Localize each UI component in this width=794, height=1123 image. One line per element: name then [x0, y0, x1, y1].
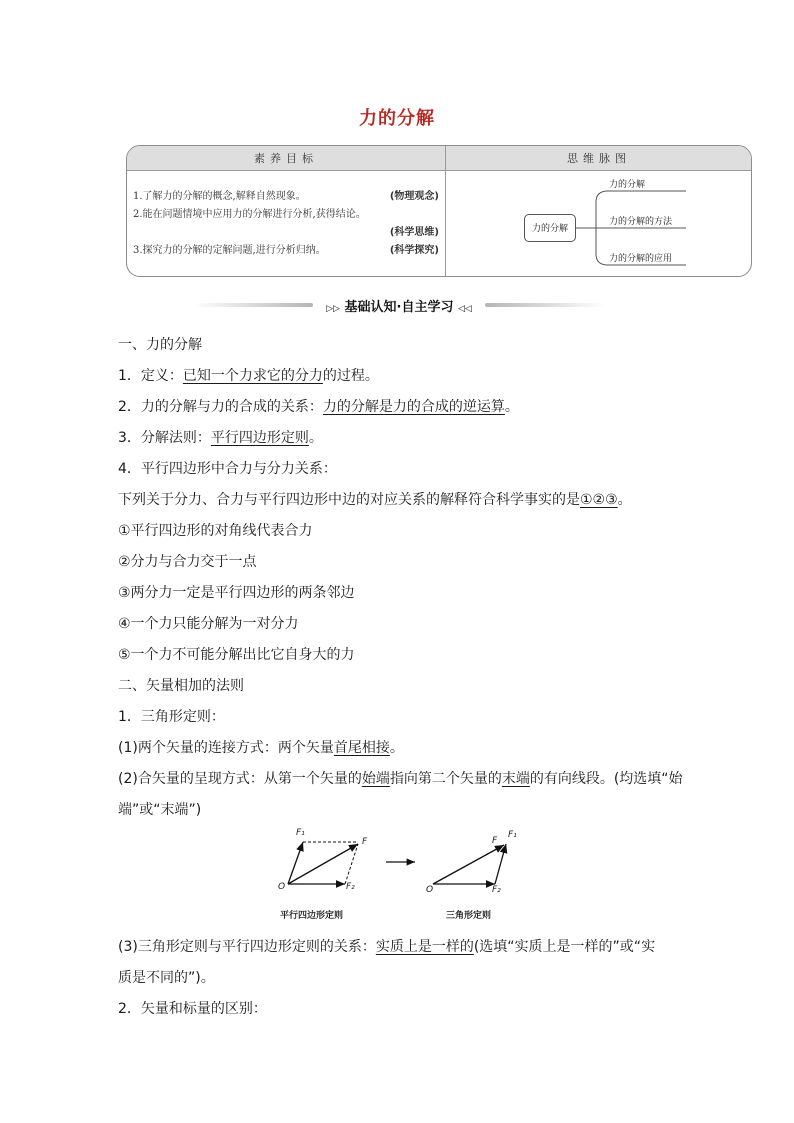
- answer-blank: 始端: [361, 771, 390, 787]
- mind-map: [446, 171, 752, 277]
- banner-right-arrow-icon: ◁◁: [458, 304, 472, 314]
- banner-text: ▷▷ 基础认知·自主学习 ◁◁: [326, 300, 472, 315]
- triangle-point-2: (2)合矢量的呈现方式：从第一个矢量的始端指向第二个矢量的末端的有向线段。(均选填“始: [118, 771, 683, 787]
- right-f1-arrow: [495, 844, 506, 884]
- right-f-arrow: [433, 845, 504, 884]
- triangle-title: 1．三角形定则：: [118, 709, 225, 725]
- option-item: ④一个力只能分解为一对分力: [118, 616, 299, 632]
- section-heading: 一、力的分解: [118, 337, 202, 353]
- vector-scalar-title: 2．矢量和标量的区别：: [118, 1001, 267, 1017]
- answer-blank: 平行四边形定则: [210, 430, 309, 446]
- goal-item: (科学思维): [389, 227, 439, 238]
- triangle-point-1: (1)两个矢量的连接方式：两个矢量首尾相接。: [118, 740, 404, 756]
- vector-figure: [270, 826, 540, 926]
- triangle-point-2-cont: 端”或“末端”): [118, 802, 202, 818]
- left-f-arrow: [288, 844, 358, 884]
- relation-line: 2．力的分解与力的合成的关系：力的分解是力的合成的逆运算。: [118, 399, 519, 415]
- label-o: O: [426, 885, 434, 895]
- label-f1: F₁: [508, 830, 517, 840]
- answer-blank: 已知一个力求它的分力: [182, 368, 323, 384]
- label-o: O: [278, 882, 286, 892]
- goal-item: 3.探究力的分解的定解问题,进行分析归纳。 (科学探究): [133, 245, 439, 256]
- page-title: 力的分解: [359, 108, 435, 129]
- label-f2: F₂: [346, 882, 355, 892]
- right-header: 思维脉图: [567, 152, 631, 165]
- goals-list: [133, 188, 439, 260]
- option-item: ①平行四边形的对角线代表合力: [118, 523, 313, 539]
- question-line: 下列关于分力、合力与平行四边形中边的对应关系的解释符合科学事实的是①②③。: [118, 492, 632, 508]
- left-header: 素养目标: [254, 152, 318, 165]
- answer-blank: ①②③: [580, 492, 618, 508]
- parallelogram-title: 4．平行四边形中合力与分力关系：: [118, 461, 337, 477]
- left-f1-arrow: [288, 842, 303, 884]
- left-caption: 平行四边形定则: [280, 911, 344, 921]
- option-item: ⑤一个力不可能分解出比它自身大的力: [118, 647, 355, 663]
- mind-map-branch: 力的分解: [609, 180, 646, 190]
- right-caption: 三角形定则: [446, 911, 492, 921]
- section-banner: [193, 296, 605, 314]
- definition-line: 1．定义：已知一个力求它的分力的过程。: [118, 368, 379, 384]
- vector-diagram: [270, 826, 540, 910]
- mind-map-branch: 力的分解的应用: [609, 254, 673, 264]
- objectives-table: [126, 145, 752, 277]
- label-f: F: [492, 836, 498, 846]
- label-f2: F₂: [492, 885, 501, 895]
- goal-item: 2.能在问题情境中应用力的分解进行分析,获得结论。: [133, 209, 366, 220]
- mind-map-branch: 力的分解的方法: [609, 217, 673, 227]
- mind-map-lines: [446, 171, 752, 277]
- option-item: ②分力与合力交于一点: [118, 554, 257, 570]
- table-header: [127, 146, 751, 171]
- answer-blank: 末端: [501, 771, 530, 787]
- rule-line: 3．分解法则：平行四边形定则。: [118, 430, 323, 446]
- triangle-point-3-cont: 质是不同的”)。: [118, 970, 215, 986]
- answer-blank: 实质上是一样的: [375, 939, 474, 955]
- label-f1: F₁: [296, 828, 305, 838]
- mind-map-center: 力的分解: [524, 214, 576, 242]
- section-heading: 二、矢量相加的法则: [118, 678, 244, 694]
- answer-blank: 首尾相接: [333, 740, 390, 756]
- option-item: ③两分力一定是平行四边形的两条邻边: [118, 585, 355, 601]
- triangle-point-3: (3)三角形定则与平行四边形定则的关系：实质上是一样的(选填“实质上是一样的”或“实: [118, 939, 656, 955]
- goal-item: 1.了解力的分解的概念,解释自然现象。 (物理观念): [133, 191, 439, 202]
- answer-blank: 力的分解是力的合成的逆运算: [322, 399, 505, 415]
- label-f: F: [362, 837, 368, 847]
- banner-left-arrow-icon: ▷▷: [326, 304, 340, 314]
